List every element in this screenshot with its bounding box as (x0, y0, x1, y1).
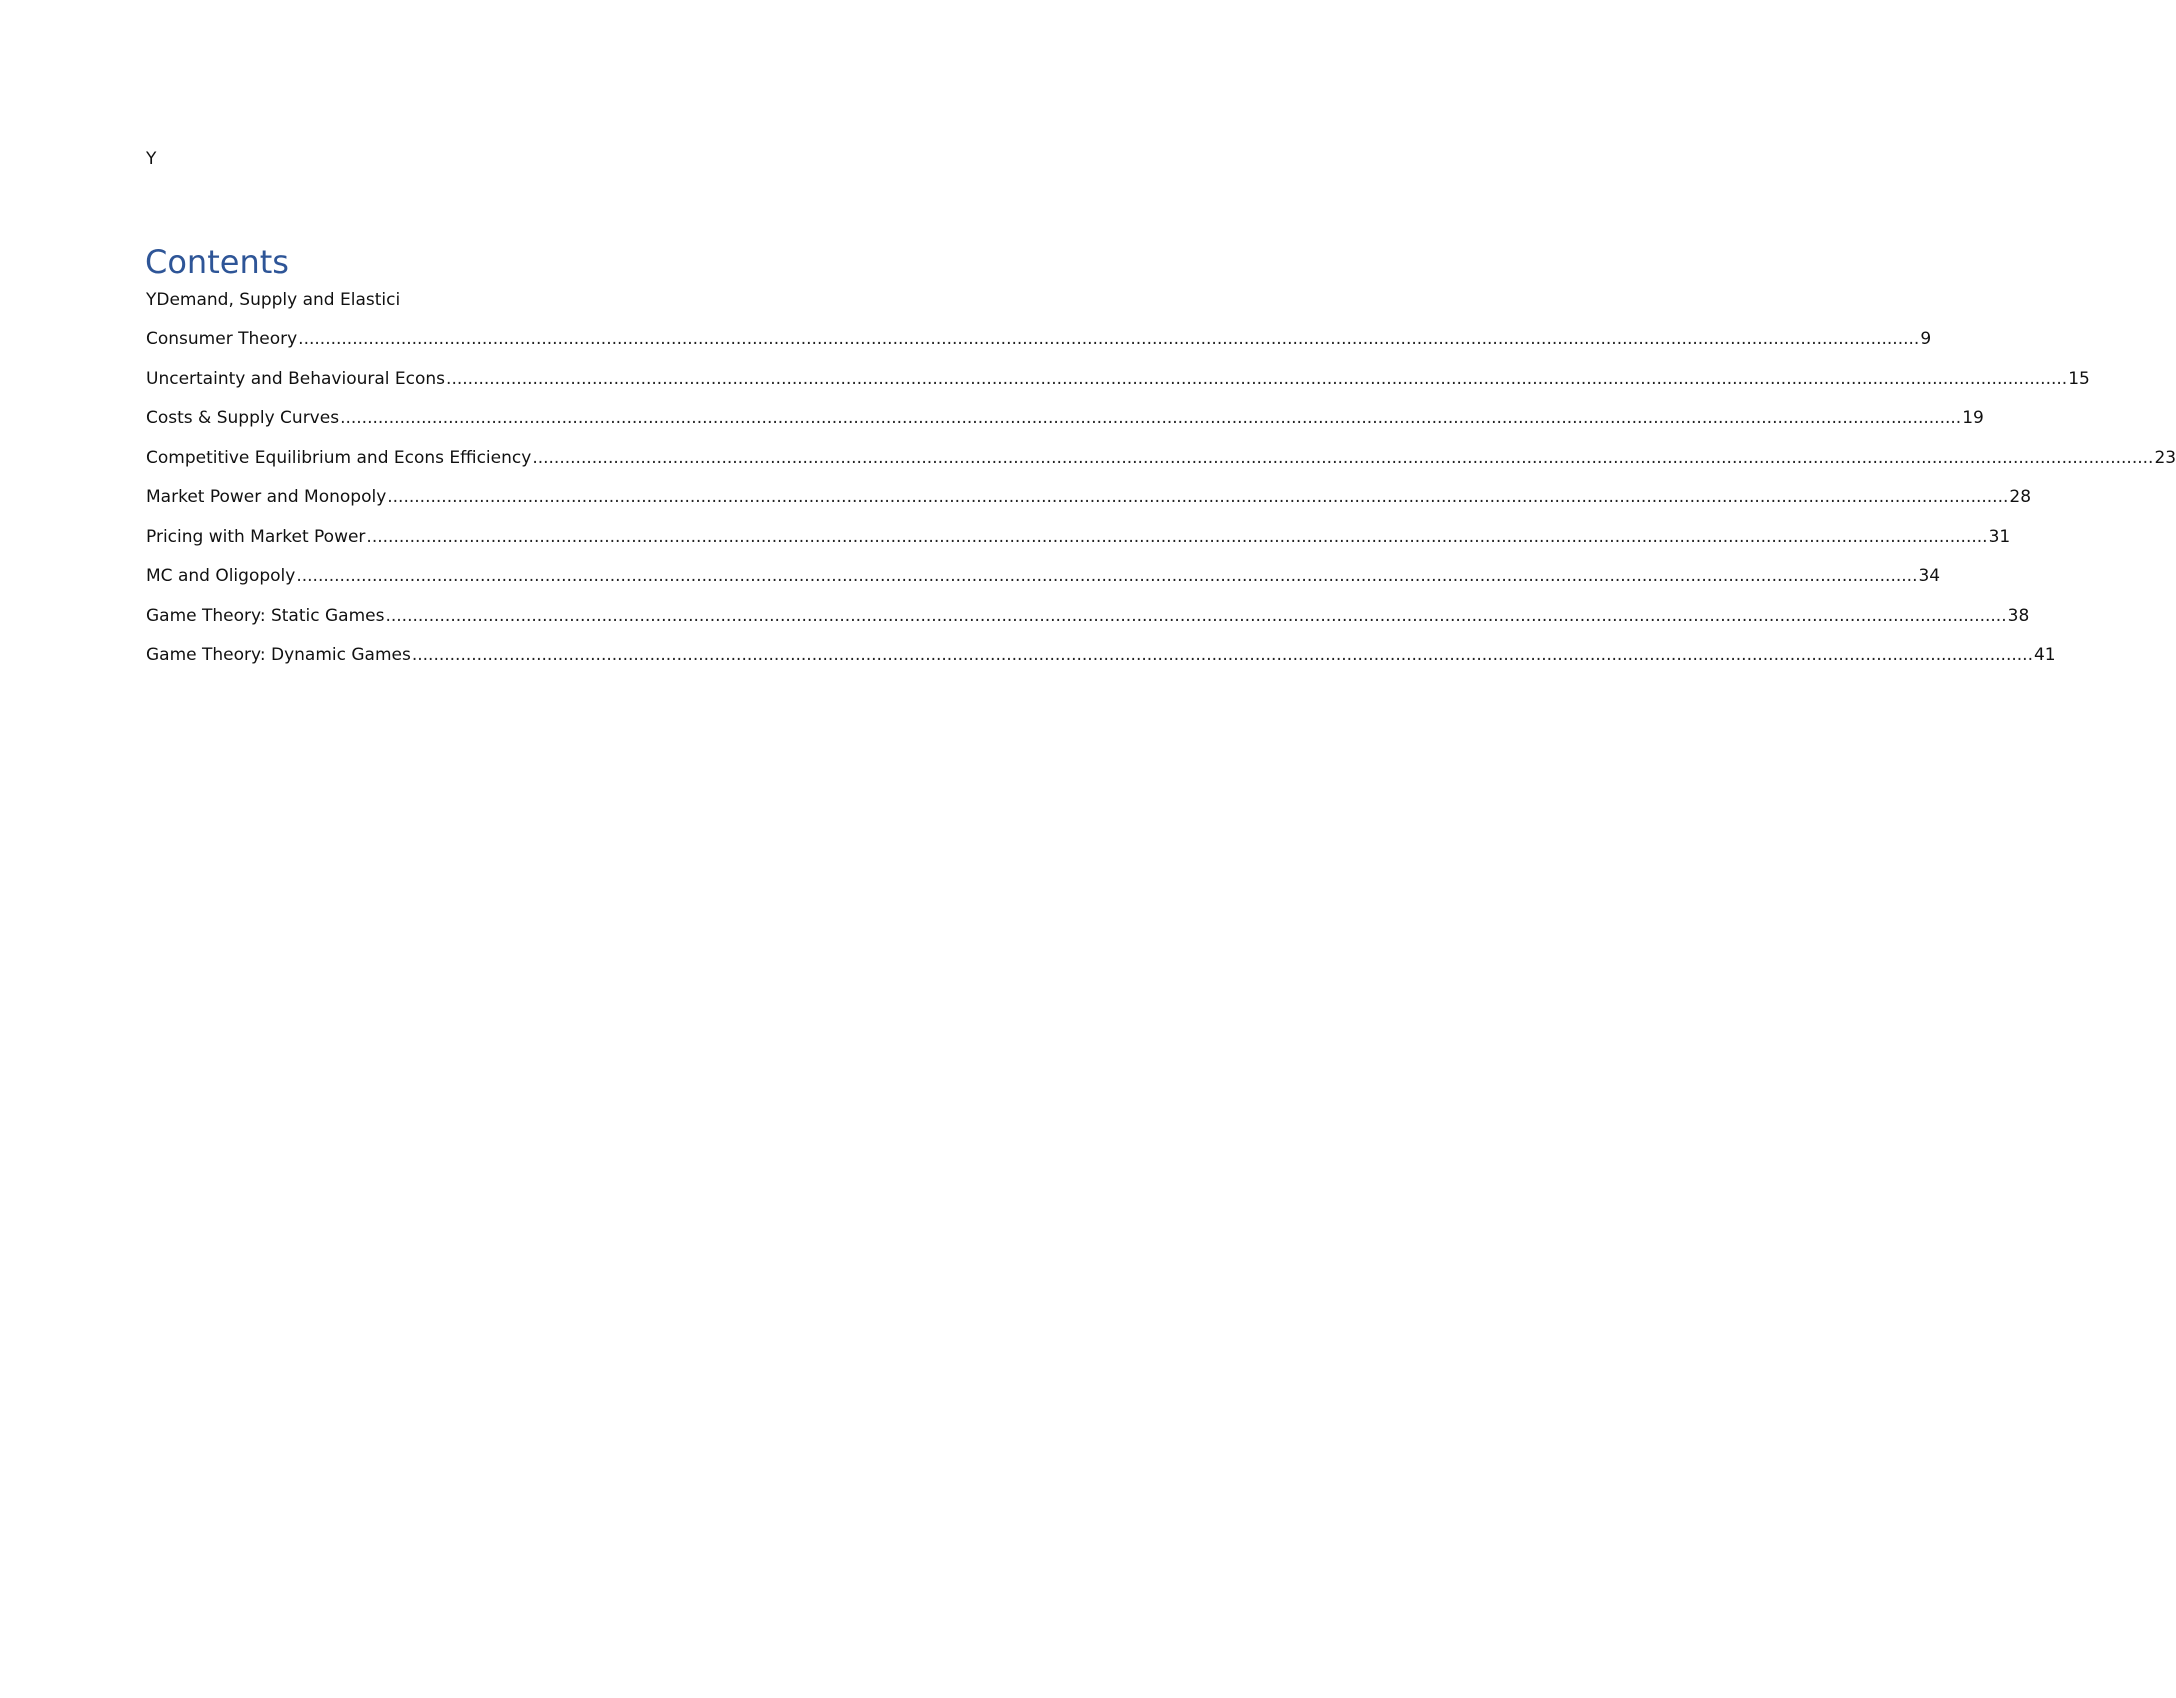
toc-entry-page: 9 (1920, 329, 1932, 349)
toc-entry-title: Costs & Supply Curves (146, 408, 340, 428)
toc-leader-dots: ............................................................................................................................................................................................................................................................................................................ (411, 645, 2033, 665)
toc-entry-page: 23 (2154, 447, 2176, 468)
toc-entry[interactable] (146, 407, 1984, 447)
toc-entry[interactable] (146, 486, 2032, 526)
toc-leader-dots: ............................................................................................................................................................................................................................................................................................................ (298, 329, 1920, 349)
toc-leader-dots: ............................................................................................................................................................................................................................................................................................................ (340, 408, 1962, 428)
toc-heading: Contents (145, 243, 289, 281)
toc-leader-dots: ............................................................................................................................................................................................................................................................................................................ (387, 487, 2009, 507)
toc-entry[interactable] (146, 526, 2011, 566)
toc-list (146, 328, 2176, 684)
toc-entry[interactable] (146, 565, 1941, 605)
toc-entry-title: Consumer Theory (146, 329, 298, 349)
toc-entry-title: Competitive Equilibrium and Econs Efficiency (146, 447, 532, 468)
stray-text: Y (146, 149, 157, 169)
toc-entry-title: Market Power and Monopoly (146, 487, 387, 507)
toc-entry-page: 19 (1962, 408, 1984, 428)
toc-leader-dots: ............................................................................................................................................................................................................................................................................................................ (366, 526, 1988, 547)
toc-entry-page: 15 (2068, 368, 2090, 389)
toc-entry[interactable] (146, 328, 1932, 368)
toc-leader-dots: ............................................................................................................................................................................................................................................................................................................ (446, 368, 2068, 389)
toc-entry-page: 28 (2009, 487, 2032, 507)
toc-leader-dots: ............................................................................................................................................................................................................................................................................................................ (532, 447, 2154, 468)
toc-entry-title: Pricing with Market Power (146, 526, 366, 547)
toc-entry-page: 34 (1918, 566, 1941, 586)
toc-entry[interactable] (146, 644, 2056, 684)
toc-entry-title: Game Theory: Dynamic Games (146, 645, 411, 665)
toc-entry-page: 31 (1988, 526, 2011, 547)
toc-leader-dots: ............................................................................................................................................................................................................................................................................................................ (385, 605, 2007, 626)
toc-leader-dots: ............................................................................................................................................................................................................................................................................................................ (296, 566, 1918, 586)
toc-entry-title: Game Theory: Static Games (146, 605, 385, 626)
toc-entry-title: Uncertainty and Behavioural Econs (146, 368, 446, 389)
toc-entry[interactable] (146, 447, 2176, 487)
toc-entry[interactable] (146, 368, 2090, 408)
toc-entry-page: 38 (2007, 605, 2030, 626)
toc-entry-page: 41 (2033, 645, 2056, 665)
toc-entry-title: MC and Oligopoly (146, 566, 296, 586)
toc-entry[interactable] (146, 605, 2030, 645)
toc-intro-line: YDemand, Supply and Elastici (146, 290, 401, 310)
